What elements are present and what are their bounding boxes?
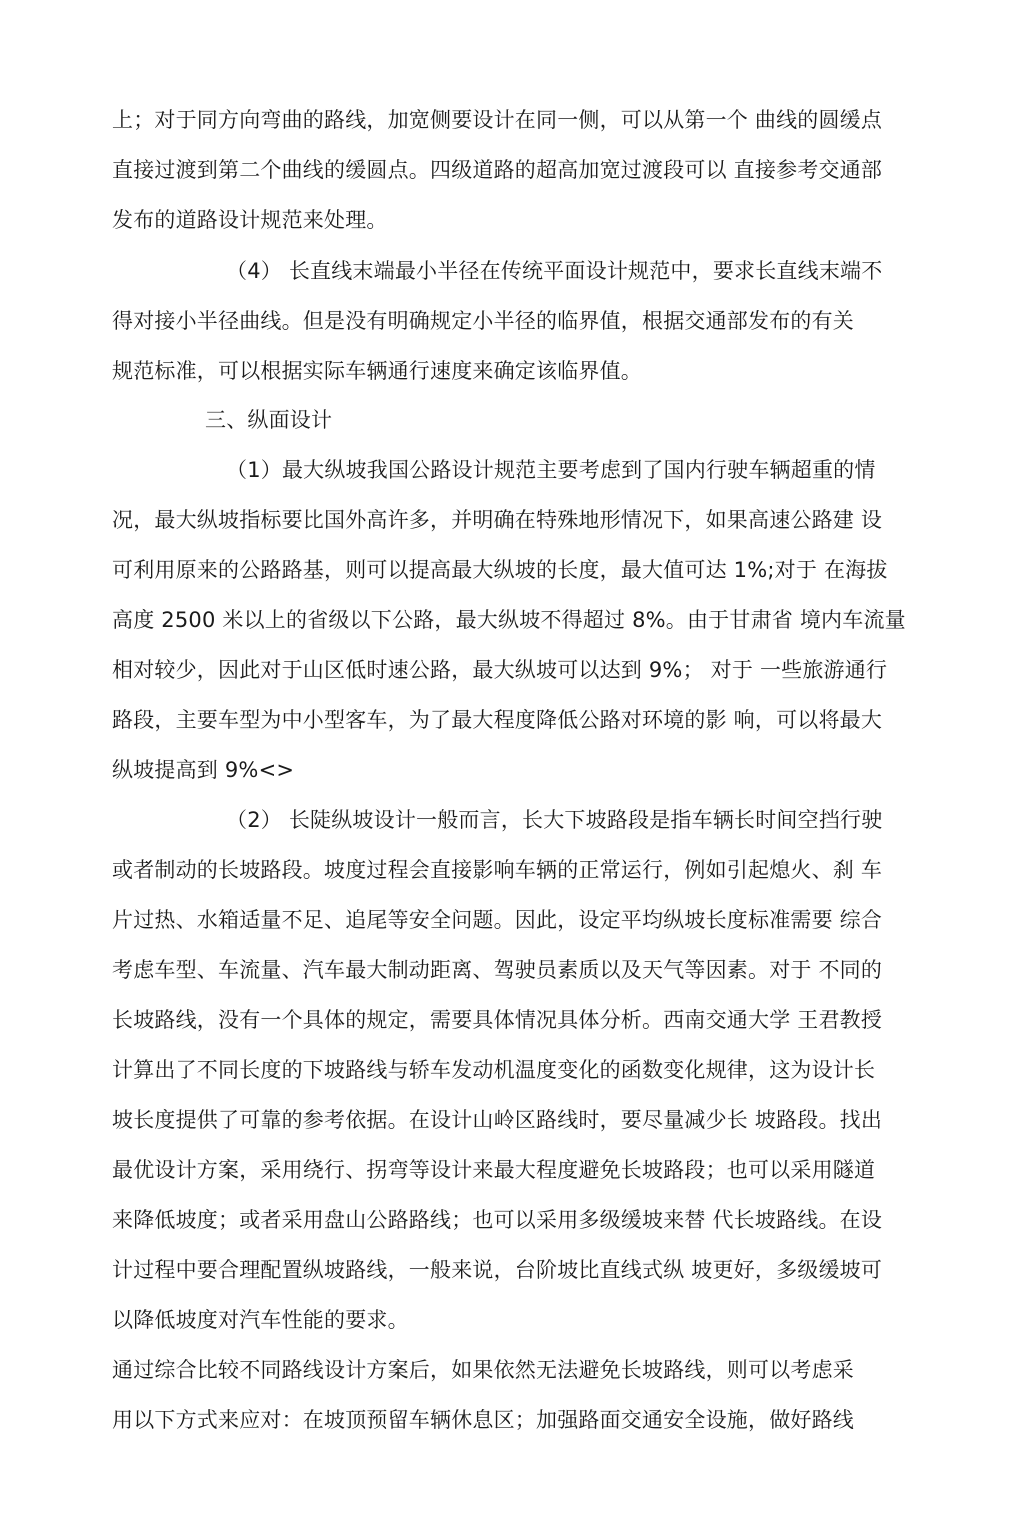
text-line-23: 来降低坡度；或者采用盘山公路路线；也可以采用多级缓坡来替 代长坡路线。在设 bbox=[112, 1208, 883, 1232]
text-line-18: 考虑车型、车流量、汽车最大制动距离、驾驶员素质以及天气等因素。对于 不同的 bbox=[112, 958, 883, 982]
text-line-6: 规范标准，可以根据实际车辆通行速度来确定该临界值。 bbox=[112, 359, 642, 383]
text-line-25: 以降低坡度对汽车性能的要求。 bbox=[112, 1308, 409, 1332]
text-line-3: 发布的道路设计规范来处理。 bbox=[112, 208, 388, 232]
text-line-11: 高度 2500 米以上的省级以下公路，最大纵坡不得超过 8%。由于甘肃省 境内车流量 bbox=[112, 608, 906, 632]
text-line-21: 坡长度提供了可靠的参考依据。在设计山岭区路线时，要尽量减少长 坡路段。找出 bbox=[112, 1108, 883, 1132]
text-line-14: 纵坡提高到 9%<> bbox=[112, 758, 295, 782]
text-line-12: 相对较少，因此对于山区低时速公路，最大纵坡可以达到 9%； 对于 一些旅游通行 bbox=[112, 658, 888, 682]
text-line-9: 况，最大纵坡指标要比国外高许多，并明确在特殊地形情况下，如果高速公路建 设 bbox=[112, 508, 883, 532]
text-line-2: 直接过渡到第二个曲线的缓圆点。四级道路的超高加宽过渡段可以 直接参考交通部 bbox=[112, 158, 883, 182]
text-line-13: 路段，主要车型为中小型客车，为了最大程度降低公路对环境的影 响，可以将最大 bbox=[112, 708, 883, 732]
text-line-10: 可利用原来的公路路基，则可以提高最大纵坡的长度，最大值可达 1%;对于 在海拔 bbox=[112, 558, 888, 582]
text-line-27: 用以下方式来应对：在坡顶预留车辆休息区；加强路面交通安全设施，做好路线 bbox=[112, 1408, 854, 1432]
text-line-5: 得对接小半径曲线。但是没有明确规定小半径的临界值，根据交通部发布的有关 bbox=[112, 309, 854, 333]
text-line-20: 计算出了不同长度的下坡路线与轿车发动机温度变化的函数变化规律，这为设计长 bbox=[112, 1058, 876, 1082]
text-line-19: 长坡路线，没有一个具体的规定，需要具体情况具体分析。西南交通大学 王君教授 bbox=[112, 1008, 883, 1032]
text-line-1: 上；对于同方向弯曲的路线，加宽侧要设计在同一侧，可以从第一个 曲线的圆缓点 bbox=[112, 108, 883, 132]
text-line-15: （2） 长陡纵坡设计一般而言，长大下坡路段是指车辆长时间空挡行驶 bbox=[226, 808, 883, 832]
text-line-24: 计过程中要合理配置纵坡路线，一般来说，台阶坡比直线式纵 坡更好，多级缓坡可 bbox=[112, 1258, 883, 1282]
text-line-8: （1）最大纵坡我国公路设计规范主要考虑到了国内行驶车辆超重的情 bbox=[226, 458, 876, 482]
text-line-17: 片过热、水箱适量不足、追尾等安全问题。因此，设定平均纵坡长度标准需要 综合 bbox=[112, 908, 883, 932]
section-heading: 三、纵面设计 bbox=[205, 408, 333, 432]
text-line-22: 最优设计方案，采用绕行、拐弯等设计来最大程度避免长坡路段；也可以采用隧道 bbox=[112, 1158, 876, 1182]
text-line-16: 或者制动的长坡路段。坡度过程会直接影响车辆的正常运行，例如引起熄火、刹 车 bbox=[112, 858, 883, 882]
text-line-4: （4） 长直线末端最小半径在传统平面设计规范中，要求长直线末端不 bbox=[226, 259, 883, 283]
text-line-26: 通过综合比较不同路线设计方案后，如果依然无法避免长坡路线，则可以考虑采 bbox=[112, 1358, 854, 1382]
